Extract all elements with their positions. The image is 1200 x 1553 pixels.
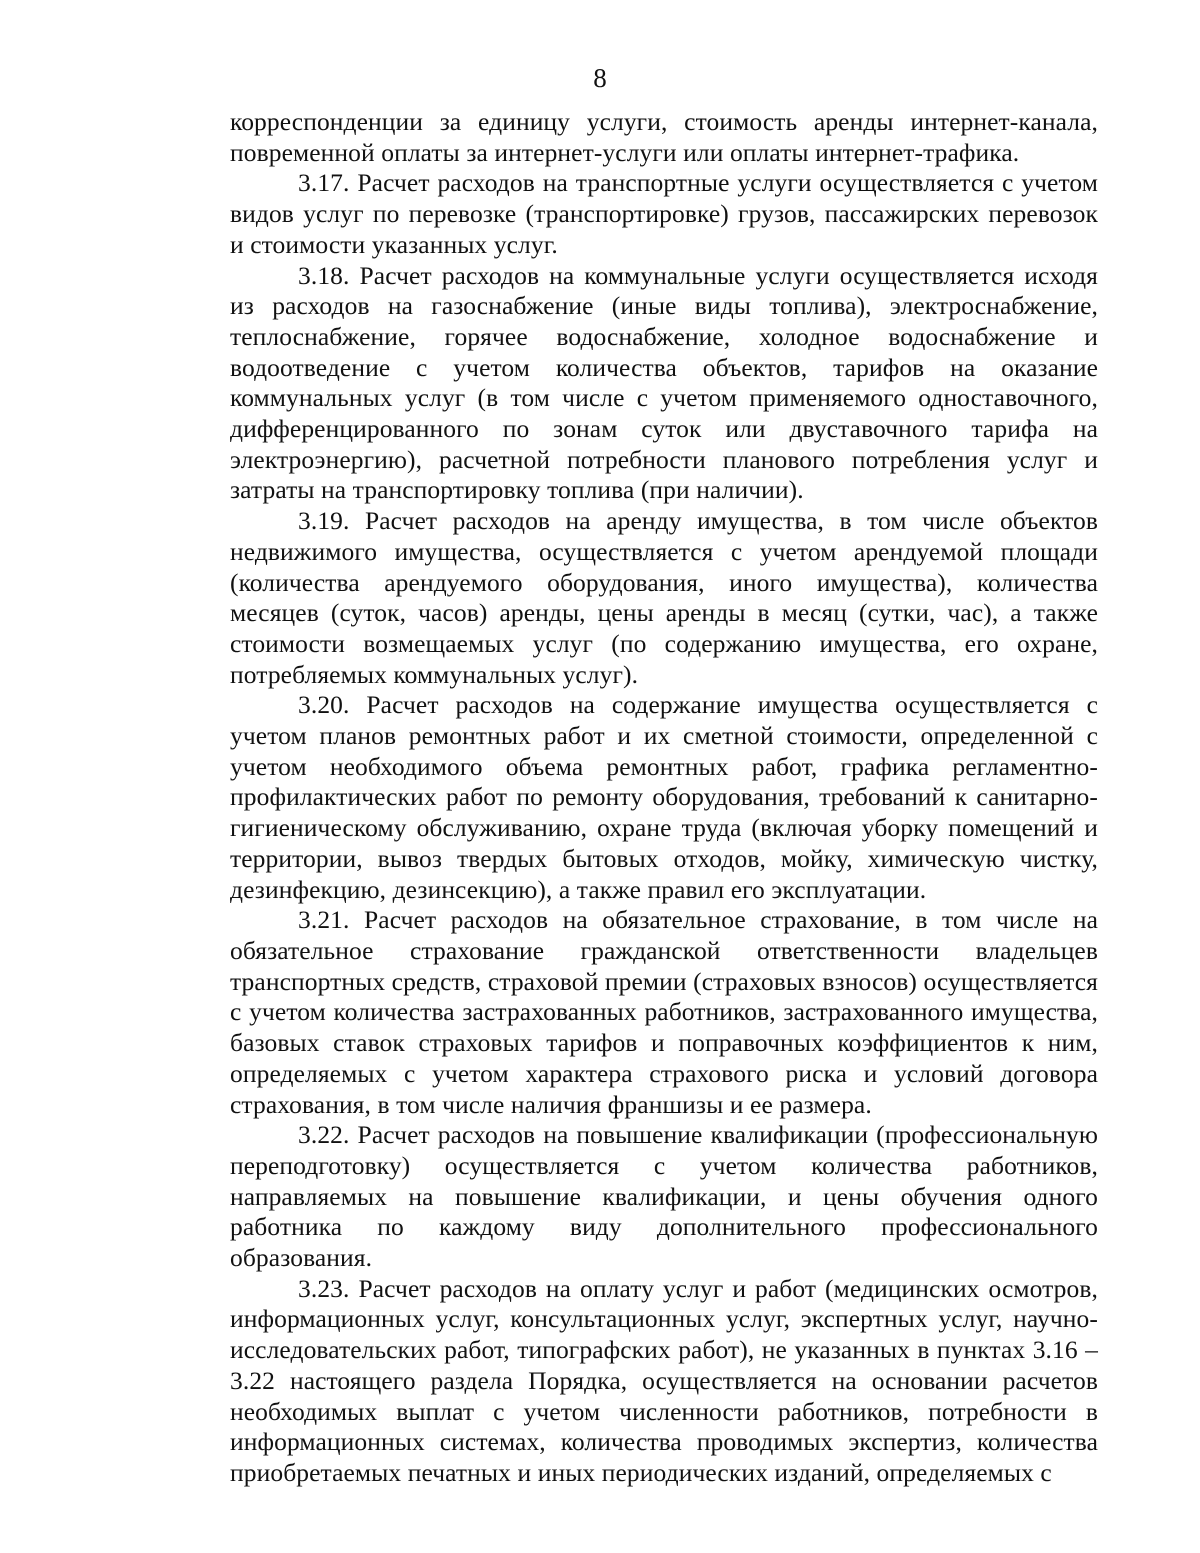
paragraph-3-23: 3.23. Расчет расходов на оплату услуг и работ (медицинских осмотров, информационных услуг, консультационных услуг, экспертных услуг, научно-исследовательских работ, типографских работ), не указанных в пунктах 3.16 – 3.22 настоящего раздела Порядка, осуществляется на основании расчетов необходимых выплат с учетом численности работников, потребности в информационных системах, количества проводимых экспертиз, количества приобретаемых печатных и иных периодических изданий, определяемых с	[230, 1273, 1098, 1487]
paragraph-3-18: 3.18. Расчет расходов на коммунальные услуги осуществляется исходя из расходов на газоснабжение (иные виды топлива), электроснабжение, теплоснабжение, горячее водоснабжение, холодное водоснабжение и водоотведение с учетом количества объектов, тарифов на оказание коммунальных услуг (в том числе с учетом применяемого одноставочного, дифференцированного по зонам суток или двуставочного тарифа на электроэнергию), расчетной потребности планового потребления услуг и затраты на транспортировку топлива (при наличии).	[230, 260, 1098, 505]
page-number: 8	[593, 63, 607, 93]
paragraph-continuation: корреспонденции за единицу услуги, стоимость аренды интернет-канала, повременной оплаты за интернет-услуги или оплаты интернет-трафика.	[230, 107, 1098, 167]
paragraph-3-22: 3.22. Расчет расходов на повышение квалификации (профессиональную переподготовку) осуществляется с учетом количества работников, направляемых на повышение квалификации, и цены обучения одного работника по каждому виду дополнительного профессионального образования.	[230, 1120, 1098, 1273]
paragraph-3-21: 3.21. Расчет расходов на обязательное страхование, в том числе на обязательное страхование гражданской ответственности владельцев транспортных средств, страховой премии (страховых взносов) осуществляется с учетом количества застрахованных работников, застрахованного имущества, базовых ставок страховых тарифов и поправочных коэффициентов к ним, определяемых с учетом характера страхового риска и условий договора страхования, в том числе наличия франшизы и ее размера.	[230, 905, 1098, 1119]
document-body	[230, 107, 1098, 1489]
paragraph-3-17: 3.17. Расчет расходов на транспортные услуги осуществляется с учетом видов услуг по перевозке (транспортировке) грузов, пассажирских перевозок и стоимости указанных услуг.	[230, 168, 1098, 259]
paragraph-3-19: 3.19. Расчет расходов на аренду имущества, в том числе объектов недвижимого имущества, осуществляется с учетом арендуемой площади (количества арендуемого оборудования, иного имущества), количества месяцев (суток, часов) аренды, цены аренды в месяц (сутки, час), а также стоимости возмещаемых услуг (по содержанию имущества, его охране, потребляемых коммунальных услуг).	[230, 506, 1098, 689]
paragraph-3-20: 3.20. Расчет расходов на содержание имущества осуществляется с учетом планов ремонтных работ и их сметной стоимости, определенной с учетом необходимого объема ремонтных работ, графика регламентно-профилактических работ по ремонту оборудования, требований к санитарно-гигиеническому обслуживанию, охране труда (включая уборку помещений и территории, вывоз твердых бытовых отходов, мойку, химическую чистку, дезинфекцию, дезинсекцию), а также правил его эксплуатации.	[230, 690, 1098, 904]
